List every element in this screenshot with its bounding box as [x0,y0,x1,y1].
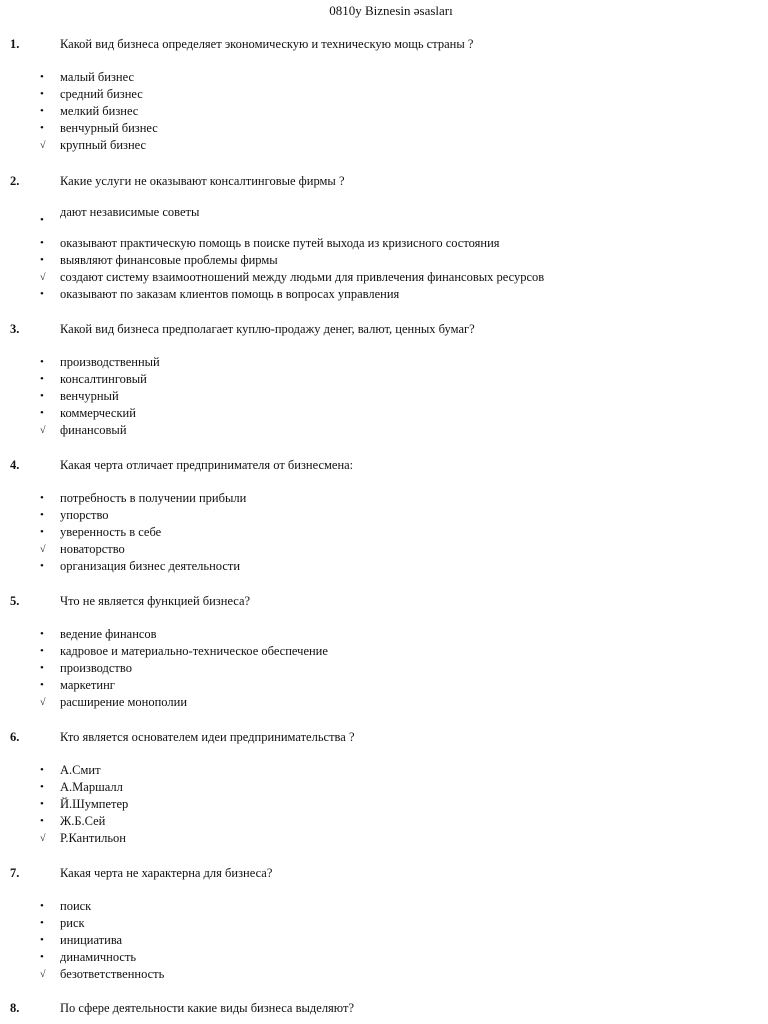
answer-option [0,643,768,660]
question-header [0,728,768,746]
answer-option [0,558,768,575]
answer-text: А.Маршалл [60,780,123,795]
answer-options [0,69,768,154]
bullet-icon: • [40,88,44,101]
answer-text: Й.Шумпетер [60,797,129,812]
bullet-icon: • [40,781,44,794]
answer-text: оказывают практическую помощь в поиске путей выхода из кризисного состояния [60,236,500,250]
bullet-icon: • [40,645,44,658]
answer-option [0,677,768,694]
question-header [0,864,768,882]
answer-option [0,660,768,677]
bullet-icon: • [40,407,44,420]
answer-text: риск [60,916,85,931]
answer-option-correct [0,966,768,983]
answer-text: А.Смит [60,763,101,777]
answer-text: коммерческий [60,406,136,421]
answer-text: безответственность [60,967,165,982]
bullet-icon: • [40,662,44,675]
question-4 [0,456,768,575]
bullet-icon: • [40,509,44,522]
answer-option [0,388,768,405]
answer-option [0,86,768,103]
answer-text: уверенность в себе [60,525,162,540]
answer-option-correct [0,541,768,558]
answer-option [0,371,768,388]
document-title: 0810y Biznesin əsasları [329,3,453,18]
question-number: 5. [10,594,20,608]
bullet-icon: • [40,951,44,964]
checkmark-icon: √ [40,969,46,981]
answer-text: создают систему взаимоотношений между людьми для привлечения финансовых ресурсов [60,270,545,285]
bullet-icon: • [40,764,44,776]
answer-text: крупный бизнес [60,138,147,153]
answer-text: финансовый [60,423,127,438]
answer-option [0,524,768,541]
answer-options [0,898,768,983]
checkmark-icon: √ [40,272,46,284]
answer-option-correct [0,422,768,439]
answer-text: оказывают по заказам клиентов помощь в вопросах управления [60,287,400,302]
answer-options [0,206,768,303]
question-header [0,456,768,474]
answer-text: производственный [60,355,160,369]
answer-option [0,405,768,422]
answer-text: расширение монополии [60,695,188,710]
bullet-icon: • [40,560,44,573]
answer-option [0,796,768,813]
answer-option [0,354,768,371]
bullet-icon: • [40,214,44,226]
bullet-icon: • [40,71,44,83]
question-header [0,172,768,190]
answer-option [0,490,768,507]
question-header [0,320,768,338]
question-number: 1. [10,37,20,51]
bullet-icon: • [40,492,44,504]
checkmark-icon: √ [40,425,46,437]
answer-text: венчурный бизнес [60,121,158,136]
answer-text: динамичность [60,950,137,965]
bullet-icon: • [40,934,44,947]
question-header [0,592,768,610]
answer-option [0,626,768,643]
question-1 [0,35,768,154]
checkmark-icon: √ [40,697,46,709]
answer-text: потребность в получении прибыли [60,491,247,505]
answer-text: ведение финансов [60,627,157,641]
bullet-icon: • [40,526,44,539]
question-number: 2. [10,174,20,188]
question-number: 8. [10,1001,20,1015]
question-8 [0,999,768,1017]
bullet-icon: • [40,917,44,930]
answer-option [0,898,768,915]
checkmark-icon: √ [40,833,46,845]
bullet-icon: • [40,815,44,828]
answer-text: маркетинг [60,678,115,693]
answer-option [0,69,768,86]
bullet-icon: • [40,122,44,135]
answer-option [0,206,768,235]
answer-text: организация бизнес деятельности [60,559,241,574]
answer-option [0,103,768,120]
bullet-icon: • [40,628,44,640]
bullet-icon: • [40,679,44,692]
answer-options [0,626,768,711]
answer-text: Ж.Б.Сей [60,814,106,829]
answer-option-correct [0,830,768,847]
answer-option-correct [0,694,768,711]
answer-text: консалтинговый [60,372,147,387]
answer-option [0,949,768,966]
answer-option [0,932,768,949]
question-text: Какие услуги не оказывают консалтинговые фирмы ? [60,174,345,188]
answer-options [0,762,768,847]
question-5 [0,592,768,711]
answer-text: венчурный [60,389,119,404]
question-text: Какой вид бизнеса определяет экономическую и техническую мощь страны ? [60,37,474,51]
answer-text: новаторство [60,542,125,557]
question-text: Кто является основателем идеи предпринимательства ? [60,730,355,744]
question-header [0,999,768,1017]
answer-options [0,354,768,439]
question-text: Что не является функцией бизнеса? [60,594,251,608]
answer-text: дают независимые советы [60,205,200,219]
question-number: 3. [10,322,20,336]
answer-text: выявляют финансовые проблемы фирмы [60,253,278,268]
bullet-icon: • [40,237,44,249]
answer-text: мелкий бизнес [60,104,139,119]
answer-option [0,120,768,137]
checkmark-icon: √ [40,140,46,152]
bullet-icon: • [40,798,44,811]
bullet-icon: • [40,900,44,912]
question-3 [0,320,768,439]
answer-option [0,813,768,830]
question-text: Какая черта не характерна для бизнеса? [60,866,273,880]
question-text: Какой вид бизнеса предполагает куплю-продажу денег, валют, ценных бумаг? [60,322,475,336]
question-text: По сфере деятельности какие виды бизнеса выделяют? [60,1001,354,1015]
checkmark-icon: √ [40,544,46,556]
answer-option [0,252,768,269]
answer-option-correct [0,137,768,154]
question-number: 6. [10,730,20,744]
answer-option [0,915,768,932]
answer-text: кадровое и материально-техническое обеспечение [60,644,328,659]
question-number: 7. [10,866,20,880]
answer-text: производство [60,661,132,676]
answer-option [0,507,768,524]
answer-text: упорство [60,508,109,523]
answer-options [0,490,768,575]
answer-text: поиск [60,899,92,913]
answer-option [0,235,768,252]
bullet-icon: • [40,105,44,118]
answer-text: инициатива [60,933,123,948]
bullet-icon: • [40,373,44,386]
answer-option-correct [0,269,768,286]
question-7 [0,864,768,983]
bullet-icon: • [40,254,44,267]
question-header [0,35,768,53]
question-2 [0,172,768,303]
answer-text: средний бизнес [60,87,143,102]
answer-option [0,779,768,796]
bullet-icon: • [40,390,44,403]
question-6 [0,728,768,847]
question-number: 4. [10,458,20,472]
answer-text: Р.Кантильон [60,831,126,846]
question-text: Какая черта отличает предпринимателя от бизнесмена: [60,458,354,472]
bullet-icon: • [40,356,44,368]
answer-option [0,286,768,303]
bullet-icon: • [40,288,44,301]
answer-text: малый бизнес [60,70,135,84]
answer-option [0,762,768,779]
